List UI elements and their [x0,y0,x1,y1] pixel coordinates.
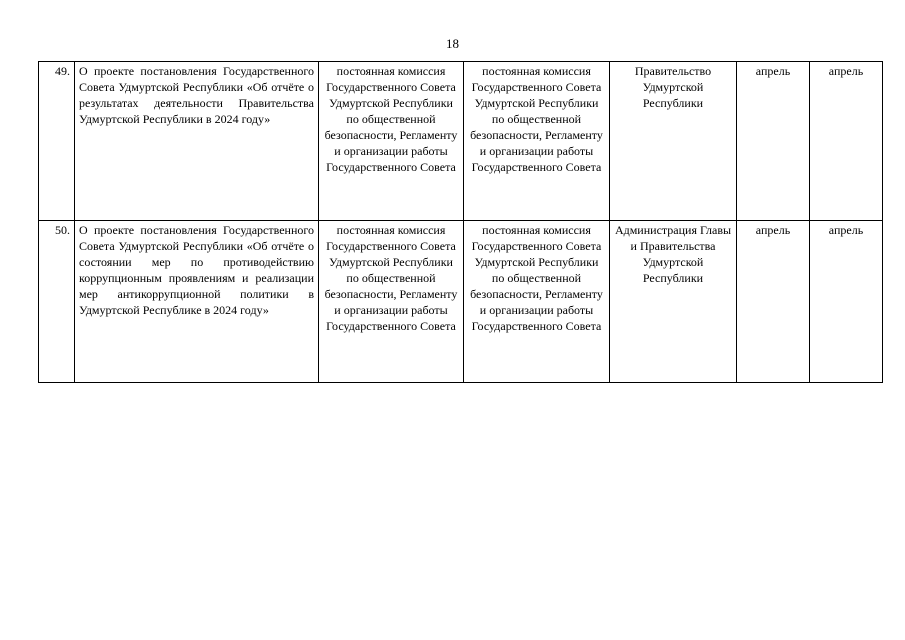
row-number: 49. [39,62,75,221]
preparing-committee: постоянная комиссия Государственного Совета Удмуртской Республики по общественной безопасности, Регламенту и организации работы Государственного Совета [464,62,610,221]
preparing-committee: постоянная комиссия Государственного Совета Удмуртской Республики по общественной безопасности, Регламенту и организации работы Государственного Совета [464,221,610,383]
responsible-committee: постоянная комиссия Государственного Совета Удмуртской Республики по общественной безопасности, Регламенту и организации работы Государственного Совета [319,62,464,221]
row-title [75,221,319,383]
row-title-text: О проекте постановления Государственного Совета Удмуртской Республики «Об отчёте о результатах деятельности Правительства Удмуртской Республики в 2024 году» [79,64,314,126]
initiator: Администрация Главы и Правительства Удмуртской Республики [610,221,737,383]
table-row [39,221,883,383]
table-row [39,62,883,221]
page-number: 18 [446,36,459,51]
row-title-text: О проекте постановления Государственного Совета Удмуртской Республики «Об отчёте о состоянии мер по противодействию коррупционным проявлениям и реализации мер антикоррупционной политики в Удмуртской Республике в 2024 году» [79,223,314,317]
initiator: Правительство Удмуртской Республики [610,62,737,221]
row-number: 50. [39,221,75,383]
plan-table [38,61,883,383]
responsible-committee: постоянная комиссия Государственного Совета Удмуртской Республики по общественной безопасности, Регламенту и организации работы Государственного Совета [319,221,464,383]
row-title [75,62,319,221]
term-consideration: апрель [810,62,883,221]
term-submission: апрель [737,221,810,383]
term-submission: апрель [737,62,810,221]
term-consideration: апрель [810,221,883,383]
